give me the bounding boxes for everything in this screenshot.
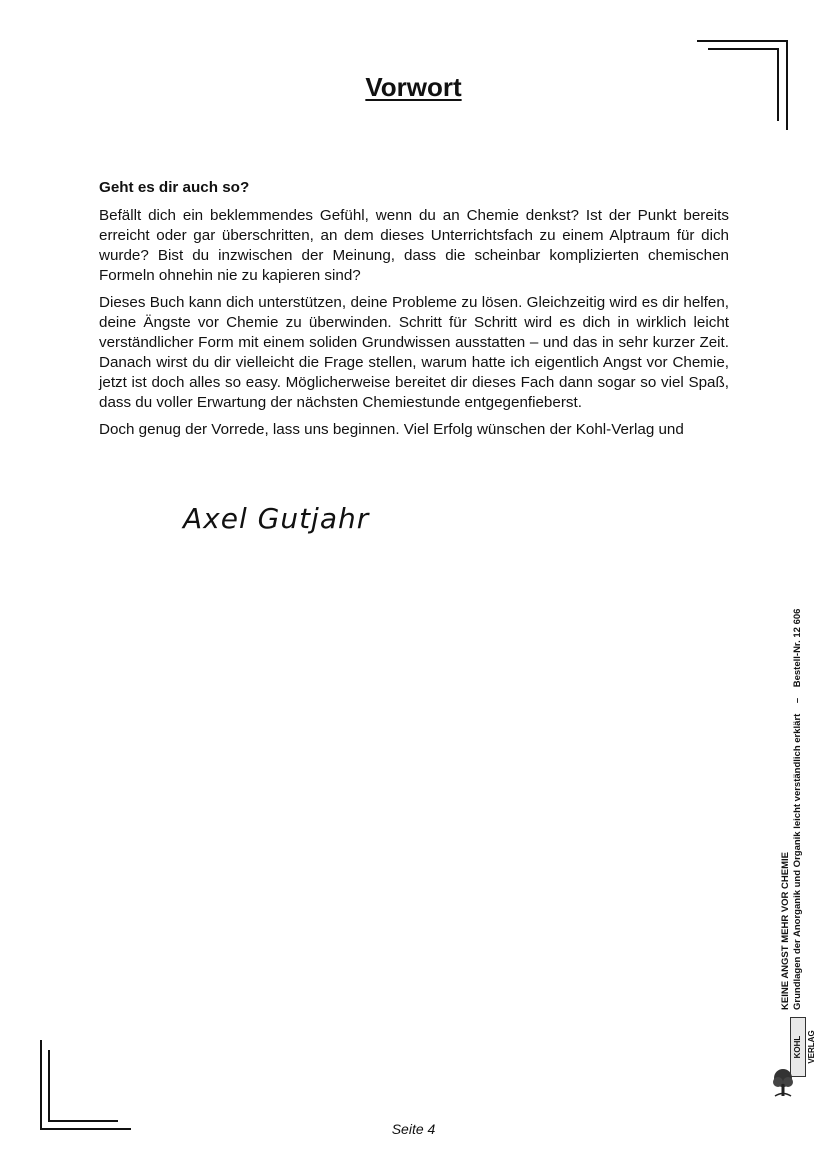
page-title: Vorwort <box>365 72 462 102</box>
corner-bottom-left-line-v2 <box>48 1050 50 1122</box>
section-heading: Geht es dir auch so? <box>99 179 250 196</box>
sidebar-separator: – <box>792 697 803 704</box>
tree-icon <box>772 1067 794 1097</box>
publisher-logo-text: KOHL VERLAG <box>793 1030 816 1064</box>
sidebar-text <box>780 595 816 1010</box>
sidebar-order-number: Bestell-Nr. 12 606 <box>792 608 803 688</box>
paragraph-3: Doch genug der Vorrede, lass uns beginnen. Viel Erfolg wünschen der Kohl-Verlag und <box>99 421 684 438</box>
paragraph-1: Befällt dich ein beklemmendes Gefühl, wenn du an Chemie denkst? Ist der Punkt bereits erreicht oder gar überschritten, an dem dieses Unterrichtsfach zu einem Alptraum für dich wurde? Bist du inzwischen der Meinung, dass die scheinbar komplizierten chemischen Formeln ohnehin nie zu kapieren sind? <box>99 207 729 284</box>
sidebar-subtitle: Grundlagen der Anorganik und Organik leicht verständlich erklärt <box>792 713 803 1010</box>
corner-top-right-line-h2 <box>708 48 779 50</box>
corner-bottom-left-line-v1 <box>40 1040 42 1130</box>
preface-body <box>99 178 729 447</box>
sidebar-subtitle-line <box>792 595 804 1010</box>
sidebar-book-info <box>780 595 816 1010</box>
sidebar-book-title: KEINE ANGST MEHR VOR CHEMIE <box>780 852 791 1010</box>
paragraph-2: Dieses Buch kann dich unterstützen, deine Probleme zu lösen. Gleichzeitig wird es dir helfen, deine Ängste vor Chemie zu überwinden. Schritt für Schritt wird es dich in wirklich leicht verständlicher Form mit einem soliden Grundwissen ausstatten – und das in sehr kurzer Zeit. Danach wirst du dir vielleicht die Frage stellen, warum hatte ich eigentlich Angst vor Chemie, jetzt ist doch alles so easy. Möglicherweise bereitet dir dieses Fach dann sogar so viel Spaß, dass du voller Erwartung der nächsten Chemiestunde entgegenfieberst. <box>99 294 729 411</box>
publisher-logo <box>772 1015 816 1097</box>
author-signature: Axel Gutjahr <box>183 502 370 535</box>
corner-top-right-line-h1 <box>697 40 788 42</box>
page-number: Seite 4 <box>391 1121 436 1137</box>
